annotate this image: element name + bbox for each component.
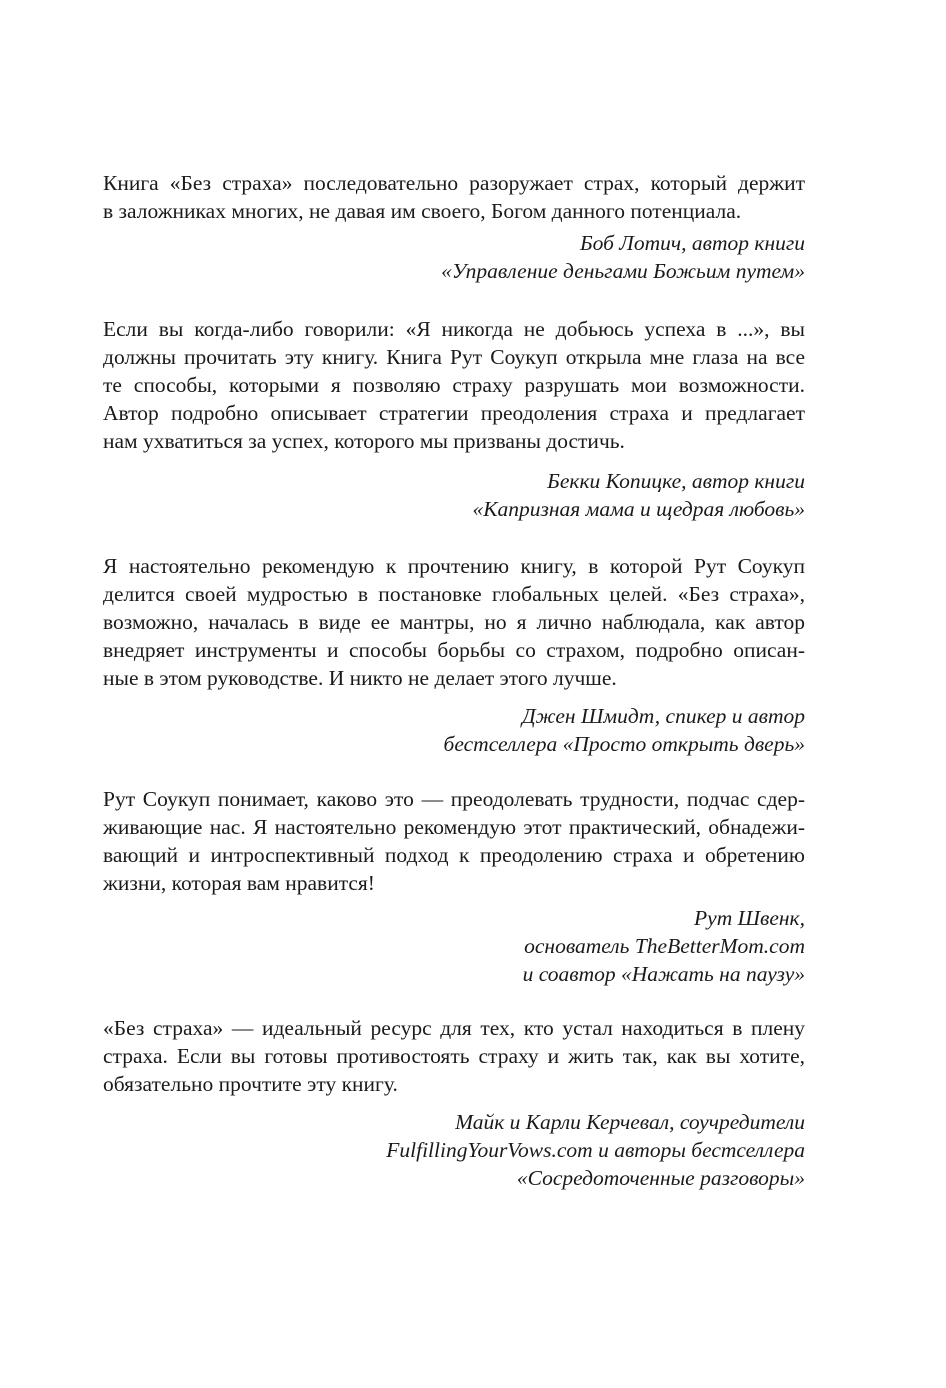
text-line: должны прочитать эту книгу. Книга Рут Соукуп открыла мне глаза на все	[103, 345, 805, 369]
text-line: Автор подробно описывает стратегии преодоления страха и предлагает	[103, 401, 805, 425]
attribution-line: основатель TheBetterMom.com	[524, 934, 805, 958]
text-line: страха. Если вы готовы противостоять страху и жить так, как вы хотите,	[103, 1044, 805, 1068]
attribution-line: бестселлера «Просто открыть дверь»	[443, 732, 805, 756]
blurb-text	[103, 1014, 805, 1098]
text-line: возможно, началась в виде ее мантры, но я лично наблюдала, как автор	[103, 610, 805, 634]
text-line: делится своей мудростью в постановке глобальных целей. «Без страха»,	[103, 582, 805, 606]
text-line: в заложниках многих, не давая им своего, Богом данного потенциала.	[103, 199, 742, 223]
text-line: жизни, которая вам нравится!	[103, 871, 375, 895]
blurb-text	[103, 169, 805, 225]
attribution-line: Боб Лотич, автор книги	[579, 231, 805, 255]
attribution-line: и соавтор «Нажать на паузу»	[522, 962, 805, 986]
attribution-line: «Управление деньгами Божьим путем»	[441, 259, 805, 283]
blurb-attribution	[103, 229, 805, 285]
text-line: нам ухватиться за успех, которого мы призваны достичь.	[103, 429, 625, 453]
text-line: вающий и интроспективный подход к преодолению страха и обретению	[103, 843, 805, 867]
text-line: ные в этом руководстве. И никто не делает этого лучше.	[103, 666, 617, 690]
text-line: те способы, которыми я позволяю страху разрушать мои возможности.	[103, 373, 805, 397]
text-line: Рут Соукуп понимает, каково это — преодолевать трудности, подчас сдер-	[103, 787, 805, 811]
text-line: Книга «Без страха» последовательно разоружает страх, который держит	[103, 171, 805, 195]
blurb-text	[103, 552, 805, 692]
blurb-attribution	[103, 1108, 805, 1192]
attribution-line: Рут Швенк,	[694, 906, 805, 930]
attribution-line: «Сосредоточенные разговоры»	[516, 1166, 805, 1190]
text-line: «Без страха» — идеальный ресурс для тех, кто устал находиться в плену	[103, 1016, 805, 1040]
text-line: Я настоятельно рекомендую к прочтению книгу, в которой Рут Соукуп	[103, 554, 805, 578]
blurb-text	[103, 785, 805, 897]
blurb-text	[103, 315, 805, 455]
text-line: обязательно прочтите эту книгу.	[103, 1072, 398, 1096]
attribution-line: FulfillingYourVows.com и авторы бестселлера	[386, 1138, 805, 1162]
blurb-attribution	[103, 702, 805, 758]
text-line: внедряет инструменты и способы борьбы со страхом, подробно описан-	[103, 638, 805, 662]
attribution-line: Джен Шмидт, спикер и автор	[521, 704, 805, 728]
attribution-line: «Капризная мама и щедрая любовь»	[472, 497, 805, 521]
attribution-line: Бекки Копицке, автор книги	[547, 469, 805, 493]
text-line: Если вы когда-либо говорили: «Я никогда не добьюсь успеха в ...», вы	[103, 317, 805, 341]
blurb-attribution	[103, 904, 805, 988]
attribution-line: Майк и Карли Керчевал, соучредители	[455, 1110, 805, 1134]
text-line: живающие нас. Я настоятельно рекомендую этот практический, обнадежи-	[103, 815, 805, 839]
blurb-attribution	[103, 467, 805, 523]
